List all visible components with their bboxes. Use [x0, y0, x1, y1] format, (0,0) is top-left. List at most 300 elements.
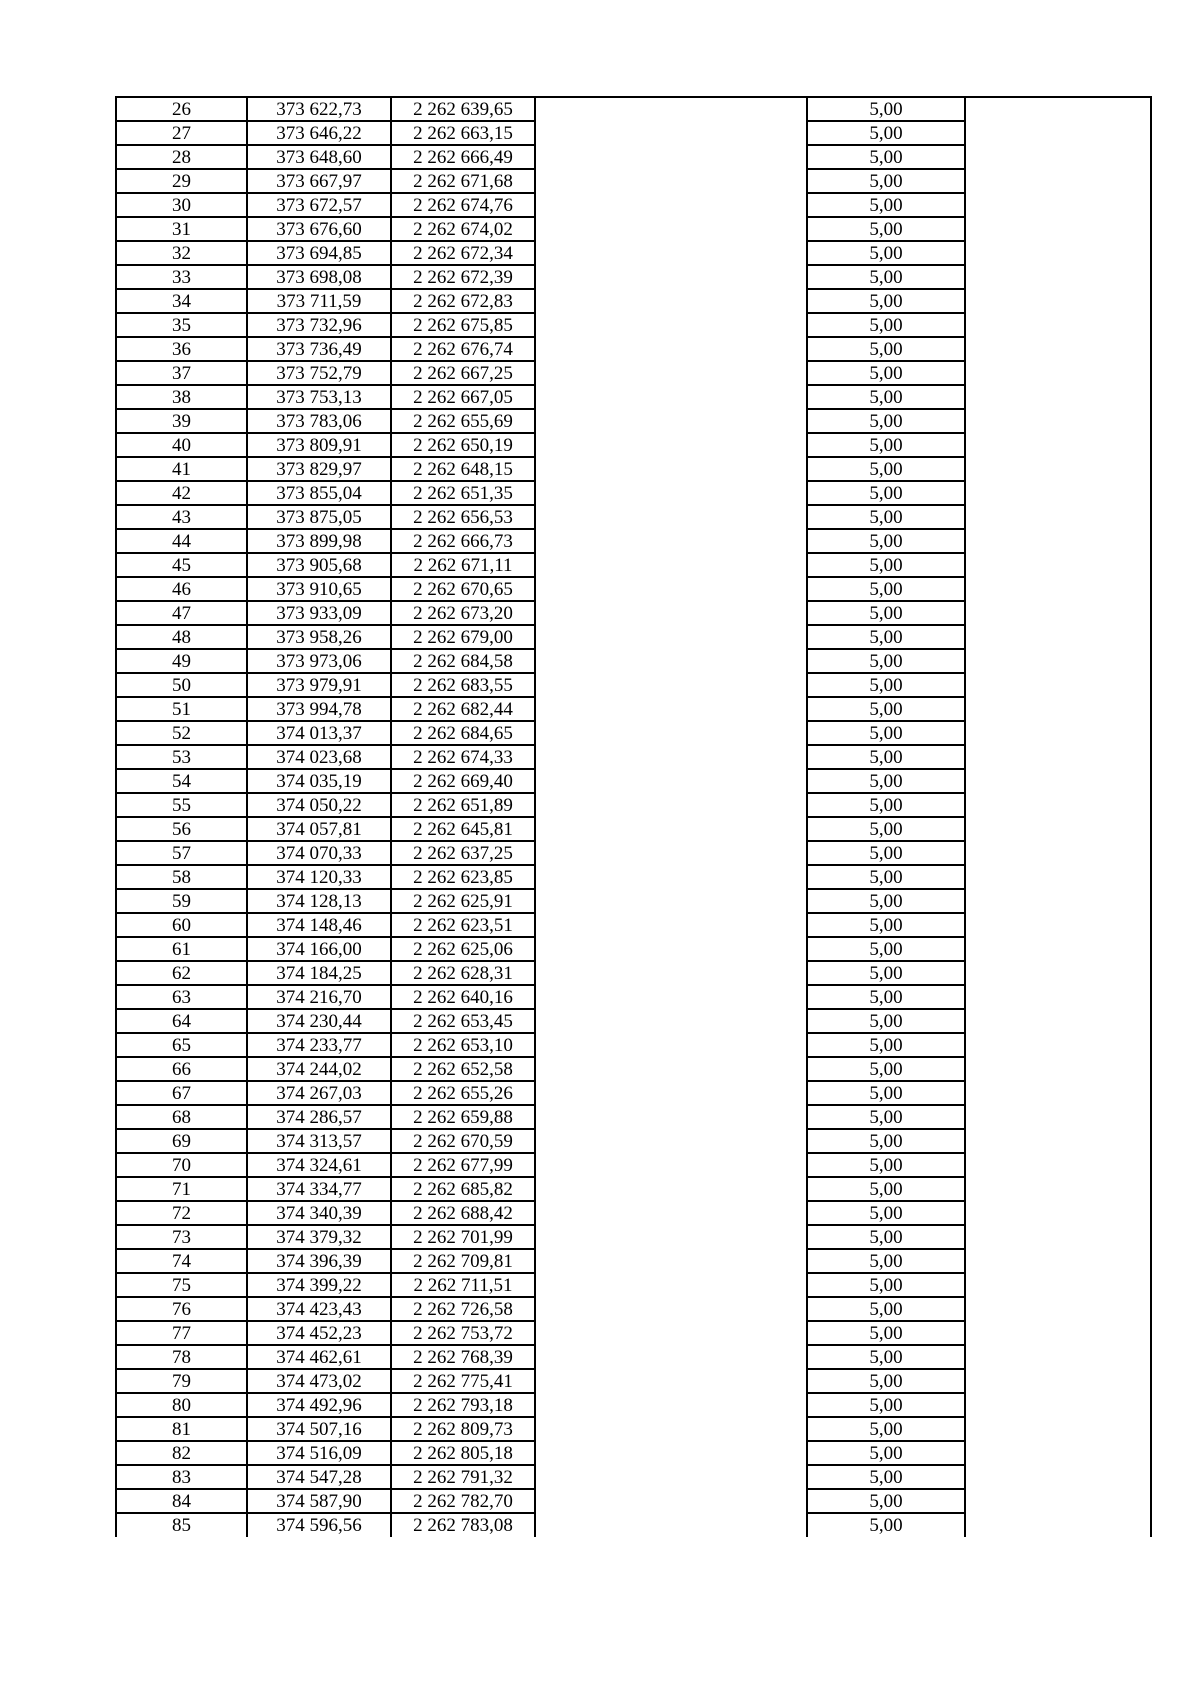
y-coordinate-cell: 2 262 639,65: [391, 97, 535, 121]
accuracy-cell: 5,00: [807, 385, 965, 409]
blank-cell: [535, 1249, 807, 1273]
point-number-cell: 42: [116, 481, 247, 505]
x-coordinate-cell: 374 035,19: [247, 769, 391, 793]
x-coordinate-cell: 373 732,96: [247, 313, 391, 337]
blank-cell: [965, 265, 1151, 289]
blank-cell: [965, 553, 1151, 577]
blank-cell: [535, 313, 807, 337]
accuracy-cell: 5,00: [807, 1513, 965, 1537]
x-coordinate-cell: 373 752,79: [247, 361, 391, 385]
blank-cell: [535, 1297, 807, 1321]
blank-cell: [965, 937, 1151, 961]
blank-cell: [535, 1201, 807, 1225]
point-number-cell: 43: [116, 505, 247, 529]
blank-cell: [965, 1177, 1151, 1201]
y-coordinate-cell: 2 262 674,76: [391, 193, 535, 217]
point-number-cell: 32: [116, 241, 247, 265]
table-row: [116, 577, 1151, 601]
point-number-cell: 76: [116, 1297, 247, 1321]
x-coordinate-cell: 373 698,08: [247, 265, 391, 289]
table-row: [116, 961, 1151, 985]
y-coordinate-cell: 2 262 652,58: [391, 1057, 535, 1081]
table-row: [116, 1273, 1151, 1297]
table-row: [116, 601, 1151, 625]
accuracy-cell: 5,00: [807, 961, 965, 985]
blank-cell: [965, 577, 1151, 601]
blank-cell: [965, 1321, 1151, 1345]
y-coordinate-cell: 2 262 675,85: [391, 313, 535, 337]
blank-cell: [535, 1081, 807, 1105]
table-row: [116, 793, 1151, 817]
blank-cell: [965, 1465, 1151, 1489]
point-number-cell: 69: [116, 1129, 247, 1153]
table-row: [116, 721, 1151, 745]
blank-cell: [535, 1369, 807, 1393]
blank-cell: [535, 1417, 807, 1441]
point-number-cell: 38: [116, 385, 247, 409]
table-row: [116, 745, 1151, 769]
blank-cell: [535, 361, 807, 385]
table-row: [116, 289, 1151, 313]
blank-cell: [535, 721, 807, 745]
accuracy-cell: 5,00: [807, 217, 965, 241]
x-coordinate-cell: 373 899,98: [247, 529, 391, 553]
table-row: [116, 1129, 1151, 1153]
y-coordinate-cell: 2 262 674,33: [391, 745, 535, 769]
accuracy-cell: 5,00: [807, 889, 965, 913]
x-coordinate-cell: 374 516,09: [247, 1441, 391, 1465]
blank-cell: [535, 625, 807, 649]
blank-cell: [535, 937, 807, 961]
point-number-cell: 67: [116, 1081, 247, 1105]
table-row: [116, 625, 1151, 649]
blank-cell: [965, 721, 1151, 745]
point-number-cell: 61: [116, 937, 247, 961]
blank-cell: [535, 961, 807, 985]
table-row: [116, 1417, 1151, 1441]
y-coordinate-cell: 2 262 701,99: [391, 1225, 535, 1249]
x-coordinate-cell: 374 023,68: [247, 745, 391, 769]
y-coordinate-cell: 2 262 625,06: [391, 937, 535, 961]
blank-cell: [535, 385, 807, 409]
accuracy-cell: 5,00: [807, 841, 965, 865]
point-number-cell: 33: [116, 265, 247, 289]
y-coordinate-cell: 2 262 667,25: [391, 361, 535, 385]
table-row: [116, 1057, 1151, 1081]
point-number-cell: 50: [116, 673, 247, 697]
accuracy-cell: 5,00: [807, 1441, 965, 1465]
y-coordinate-cell: 2 262 673,20: [391, 601, 535, 625]
accuracy-cell: 5,00: [807, 145, 965, 169]
table-row: [116, 1201, 1151, 1225]
x-coordinate-cell: 374 120,33: [247, 865, 391, 889]
table-row: [116, 1249, 1151, 1273]
table-row: [116, 313, 1151, 337]
blank-cell: [965, 985, 1151, 1009]
point-number-cell: 62: [116, 961, 247, 985]
table-row: [116, 937, 1151, 961]
accuracy-cell: 5,00: [807, 481, 965, 505]
blank-cell: [535, 1273, 807, 1297]
point-number-cell: 65: [116, 1033, 247, 1057]
accuracy-cell: 5,00: [807, 1225, 965, 1249]
x-coordinate-cell: 373 875,05: [247, 505, 391, 529]
blank-cell: [535, 481, 807, 505]
blank-cell: [965, 1225, 1151, 1249]
blank-cell: [965, 1345, 1151, 1369]
table-row: [116, 1153, 1151, 1177]
table-row: [116, 1393, 1151, 1417]
accuracy-cell: 5,00: [807, 937, 965, 961]
blank-cell: [965, 1369, 1151, 1393]
y-coordinate-cell: 2 262 782,70: [391, 1489, 535, 1513]
blank-cell: [965, 1273, 1151, 1297]
table-row: [116, 1225, 1151, 1249]
table-row: [116, 1441, 1151, 1465]
y-coordinate-cell: 2 262 684,58: [391, 649, 535, 673]
blank-cell: [965, 817, 1151, 841]
accuracy-cell: 5,00: [807, 1465, 965, 1489]
y-coordinate-cell: 2 262 671,68: [391, 169, 535, 193]
accuracy-cell: 5,00: [807, 1081, 965, 1105]
y-coordinate-cell: 2 262 805,18: [391, 1441, 535, 1465]
y-coordinate-cell: 2 262 672,34: [391, 241, 535, 265]
table-row: [116, 217, 1151, 241]
point-number-cell: 41: [116, 457, 247, 481]
point-number-cell: 66: [116, 1057, 247, 1081]
x-coordinate-cell: 374 340,39: [247, 1201, 391, 1225]
accuracy-cell: 5,00: [807, 1129, 965, 1153]
blank-cell: [535, 865, 807, 889]
point-number-cell: 73: [116, 1225, 247, 1249]
y-coordinate-cell: 2 262 656,53: [391, 505, 535, 529]
blank-cell: [535, 1057, 807, 1081]
y-coordinate-cell: 2 262 674,02: [391, 217, 535, 241]
y-coordinate-cell: 2 262 709,81: [391, 1249, 535, 1273]
y-coordinate-cell: 2 262 651,89: [391, 793, 535, 817]
blank-cell: [535, 697, 807, 721]
y-coordinate-cell: 2 262 666,49: [391, 145, 535, 169]
blank-cell: [535, 841, 807, 865]
x-coordinate-cell: 374 399,22: [247, 1273, 391, 1297]
x-coordinate-cell: 373 783,06: [247, 409, 391, 433]
blank-cell: [965, 745, 1151, 769]
point-number-cell: 75: [116, 1273, 247, 1297]
point-number-cell: 63: [116, 985, 247, 1009]
point-number-cell: 85: [116, 1513, 247, 1537]
blank-cell: [535, 745, 807, 769]
accuracy-cell: 5,00: [807, 1369, 965, 1393]
table-row: [116, 673, 1151, 697]
y-coordinate-cell: 2 262 628,31: [391, 961, 535, 985]
blank-cell: [535, 817, 807, 841]
y-coordinate-cell: 2 262 726,58: [391, 1297, 535, 1321]
blank-cell: [965, 673, 1151, 697]
blank-cell: [535, 1105, 807, 1129]
blank-cell: [965, 289, 1151, 313]
table-row: [116, 1369, 1151, 1393]
x-coordinate-cell: 373 676,60: [247, 217, 391, 241]
accuracy-cell: 5,00: [807, 1057, 965, 1081]
y-coordinate-cell: 2 262 783,08: [391, 1513, 535, 1537]
x-coordinate-cell: 374 128,13: [247, 889, 391, 913]
y-coordinate-cell: 2 262 650,19: [391, 433, 535, 457]
x-coordinate-cell: 374 462,61: [247, 1345, 391, 1369]
y-coordinate-cell: 2 262 671,11: [391, 553, 535, 577]
blank-cell: [965, 193, 1151, 217]
blank-cell: [965, 1009, 1151, 1033]
accuracy-cell: 5,00: [807, 1417, 965, 1441]
table-row: [116, 1489, 1151, 1513]
blank-cell: [535, 793, 807, 817]
accuracy-cell: 5,00: [807, 1273, 965, 1297]
table-row: [116, 409, 1151, 433]
blank-cell: [965, 337, 1151, 361]
accuracy-cell: 5,00: [807, 1105, 965, 1129]
accuracy-cell: 5,00: [807, 457, 965, 481]
blank-cell: [965, 769, 1151, 793]
accuracy-cell: 5,00: [807, 817, 965, 841]
accuracy-cell: 5,00: [807, 793, 965, 817]
x-coordinate-cell: 374 334,77: [247, 1177, 391, 1201]
x-coordinate-cell: 374 050,22: [247, 793, 391, 817]
accuracy-cell: 5,00: [807, 769, 965, 793]
accuracy-cell: 5,00: [807, 313, 965, 337]
blank-cell: [965, 625, 1151, 649]
accuracy-cell: 5,00: [807, 1297, 965, 1321]
blank-cell: [965, 1489, 1151, 1513]
point-number-cell: 44: [116, 529, 247, 553]
accuracy-cell: 5,00: [807, 1489, 965, 1513]
table-row: [116, 841, 1151, 865]
blank-cell: [535, 673, 807, 697]
table-row: [116, 1345, 1151, 1369]
blank-cell: [535, 601, 807, 625]
blank-cell: [535, 337, 807, 361]
blank-cell: [965, 505, 1151, 529]
accuracy-cell: 5,00: [807, 433, 965, 457]
y-coordinate-cell: 2 262 684,65: [391, 721, 535, 745]
x-coordinate-cell: 374 313,57: [247, 1129, 391, 1153]
x-coordinate-cell: 373 829,97: [247, 457, 391, 481]
blank-cell: [535, 1009, 807, 1033]
accuracy-cell: 5,00: [807, 1033, 965, 1057]
point-number-cell: 64: [116, 1009, 247, 1033]
y-coordinate-cell: 2 262 669,40: [391, 769, 535, 793]
blank-cell: [535, 1033, 807, 1057]
x-coordinate-cell: 374 233,77: [247, 1033, 391, 1057]
blank-cell: [965, 1129, 1151, 1153]
x-coordinate-cell: 374 184,25: [247, 961, 391, 985]
point-number-cell: 72: [116, 1201, 247, 1225]
point-number-cell: 55: [116, 793, 247, 817]
accuracy-cell: 5,00: [807, 649, 965, 673]
table-row: [116, 985, 1151, 1009]
y-coordinate-cell: 2 262 655,69: [391, 409, 535, 433]
x-coordinate-cell: 374 547,28: [247, 1465, 391, 1489]
blank-cell: [965, 841, 1151, 865]
x-coordinate-cell: 373 905,68: [247, 553, 391, 577]
x-coordinate-cell: 374 057,81: [247, 817, 391, 841]
point-number-cell: 37: [116, 361, 247, 385]
point-number-cell: 29: [116, 169, 247, 193]
accuracy-cell: 5,00: [807, 865, 965, 889]
y-coordinate-cell: 2 262 637,25: [391, 841, 535, 865]
point-number-cell: 52: [116, 721, 247, 745]
y-coordinate-cell: 2 262 666,73: [391, 529, 535, 553]
table-row: [116, 1081, 1151, 1105]
accuracy-cell: 5,00: [807, 289, 965, 313]
blank-cell: [535, 169, 807, 193]
x-coordinate-cell: 374 379,32: [247, 1225, 391, 1249]
blank-cell: [535, 1489, 807, 1513]
table-row: [116, 889, 1151, 913]
blank-cell: [535, 121, 807, 145]
x-coordinate-cell: 373 694,85: [247, 241, 391, 265]
x-coordinate-cell: 373 994,78: [247, 697, 391, 721]
table-row: [116, 241, 1151, 265]
blank-cell: [965, 649, 1151, 673]
blank-cell: [965, 1057, 1151, 1081]
point-number-cell: 28: [116, 145, 247, 169]
x-coordinate-cell: 374 244,02: [247, 1057, 391, 1081]
y-coordinate-cell: 2 262 809,73: [391, 1417, 535, 1441]
x-coordinate-cell: 373 979,91: [247, 673, 391, 697]
blank-cell: [965, 529, 1151, 553]
table-row: [116, 1033, 1151, 1057]
point-number-cell: 74: [116, 1249, 247, 1273]
blank-cell: [965, 913, 1151, 937]
y-coordinate-cell: 2 262 775,41: [391, 1369, 535, 1393]
point-number-cell: 39: [116, 409, 247, 433]
accuracy-cell: 5,00: [807, 337, 965, 361]
y-coordinate-cell: 2 262 688,42: [391, 1201, 535, 1225]
x-coordinate-cell: 374 507,16: [247, 1417, 391, 1441]
blank-cell: [965, 121, 1151, 145]
table-row: [116, 913, 1151, 937]
table-row: [116, 529, 1151, 553]
point-number-cell: 57: [116, 841, 247, 865]
table-row: [116, 1297, 1151, 1321]
coordinates-table-body: [116, 97, 1151, 1537]
y-coordinate-cell: 2 262 676,74: [391, 337, 535, 361]
table-row: [116, 457, 1151, 481]
blank-cell: [535, 265, 807, 289]
table-row: [116, 505, 1151, 529]
blank-cell: [965, 1297, 1151, 1321]
blank-cell: [535, 1177, 807, 1201]
x-coordinate-cell: 373 622,73: [247, 97, 391, 121]
blank-cell: [535, 97, 807, 121]
blank-cell: [965, 1417, 1151, 1441]
y-coordinate-cell: 2 262 655,26: [391, 1081, 535, 1105]
y-coordinate-cell: 2 262 683,55: [391, 673, 535, 697]
table-row: [116, 769, 1151, 793]
blank-cell: [965, 1249, 1151, 1273]
accuracy-cell: 5,00: [807, 601, 965, 625]
blank-cell: [965, 241, 1151, 265]
table-row: [116, 1321, 1151, 1345]
blank-cell: [535, 1129, 807, 1153]
point-number-cell: 49: [116, 649, 247, 673]
y-coordinate-cell: 2 262 793,18: [391, 1393, 535, 1417]
x-coordinate-cell: 373 973,06: [247, 649, 391, 673]
table-row: [116, 1177, 1151, 1201]
blank-cell: [535, 433, 807, 457]
point-number-cell: 34: [116, 289, 247, 313]
table-row: [116, 865, 1151, 889]
point-number-cell: 83: [116, 1465, 247, 1489]
blank-cell: [965, 601, 1151, 625]
blank-cell: [965, 361, 1151, 385]
y-coordinate-cell: 2 262 768,39: [391, 1345, 535, 1369]
blank-cell: [535, 889, 807, 913]
blank-cell: [965, 385, 1151, 409]
point-number-cell: 40: [116, 433, 247, 457]
blank-cell: [535, 1153, 807, 1177]
blank-cell: [965, 1513, 1151, 1537]
blank-cell: [535, 457, 807, 481]
y-coordinate-cell: 2 262 670,65: [391, 577, 535, 601]
x-coordinate-cell: 373 672,57: [247, 193, 391, 217]
blank-cell: [965, 1201, 1151, 1225]
blank-cell: [965, 145, 1151, 169]
accuracy-cell: 5,00: [807, 361, 965, 385]
blank-cell: [965, 217, 1151, 241]
blank-cell: [535, 1465, 807, 1489]
table-row: [116, 433, 1151, 457]
table-row: [116, 145, 1151, 169]
y-coordinate-cell: 2 262 667,05: [391, 385, 535, 409]
blank-cell: [535, 289, 807, 313]
accuracy-cell: 5,00: [807, 1393, 965, 1417]
blank-cell: [965, 481, 1151, 505]
accuracy-cell: 5,00: [807, 1201, 965, 1225]
point-number-cell: 82: [116, 1441, 247, 1465]
blank-cell: [965, 865, 1151, 889]
blank-cell: [965, 793, 1151, 817]
accuracy-cell: 5,00: [807, 241, 965, 265]
table-row: [116, 1009, 1151, 1033]
x-coordinate-cell: 374 148,46: [247, 913, 391, 937]
y-coordinate-cell: 2 262 651,35: [391, 481, 535, 505]
blank-cell: [965, 313, 1151, 337]
blank-cell: [535, 1225, 807, 1249]
accuracy-cell: 5,00: [807, 673, 965, 697]
y-coordinate-cell: 2 262 623,51: [391, 913, 535, 937]
accuracy-cell: 5,00: [807, 553, 965, 577]
blank-cell: [535, 1513, 807, 1537]
blank-cell: [535, 553, 807, 577]
x-coordinate-cell: 373 855,04: [247, 481, 391, 505]
point-number-cell: 36: [116, 337, 247, 361]
point-number-cell: 58: [116, 865, 247, 889]
point-number-cell: 47: [116, 601, 247, 625]
accuracy-cell: 5,00: [807, 193, 965, 217]
blank-cell: [965, 1393, 1151, 1417]
table-row: [116, 361, 1151, 385]
point-number-cell: 81: [116, 1417, 247, 1441]
point-number-cell: 78: [116, 1345, 247, 1369]
y-coordinate-cell: 2 262 640,16: [391, 985, 535, 1009]
coordinates-table: [115, 96, 1152, 1537]
x-coordinate-cell: 374 587,90: [247, 1489, 391, 1513]
accuracy-cell: 5,00: [807, 1249, 965, 1273]
point-number-cell: 77: [116, 1321, 247, 1345]
point-number-cell: 80: [116, 1393, 247, 1417]
y-coordinate-cell: 2 262 711,51: [391, 1273, 535, 1297]
accuracy-cell: 5,00: [807, 697, 965, 721]
